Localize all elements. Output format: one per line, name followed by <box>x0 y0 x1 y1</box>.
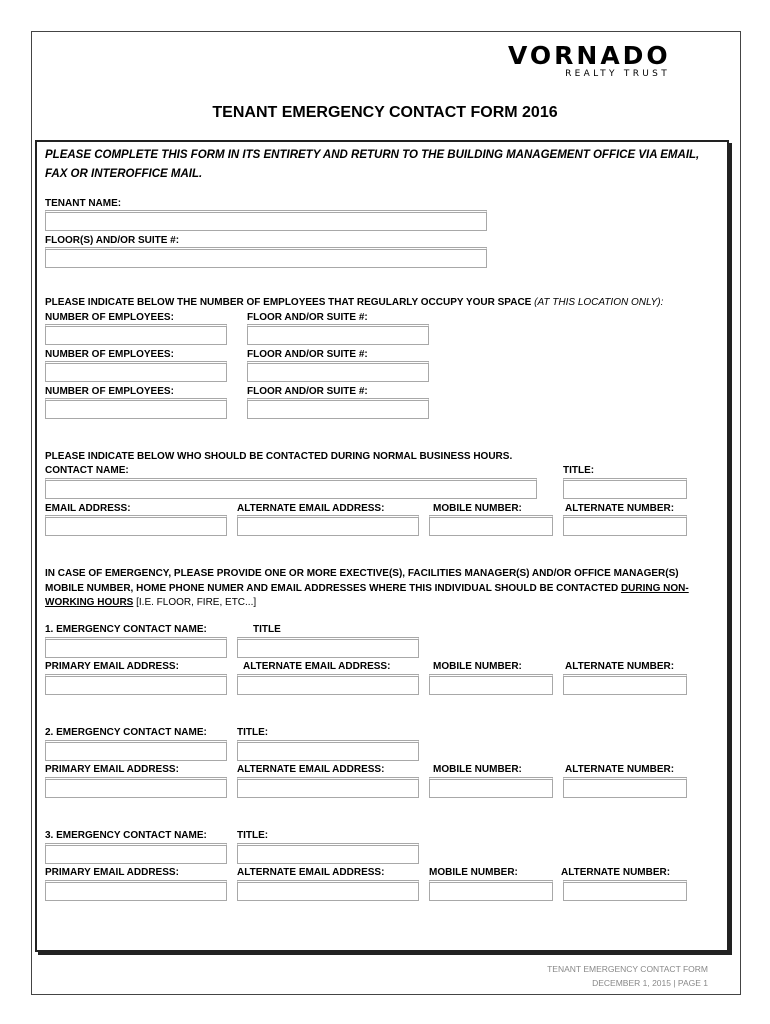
emergency-contact-2-primary-email-field[interactable] <box>45 777 227 798</box>
occupancy-instruction <box>45 296 705 311</box>
footer-form-name: TENANT EMERGENCY CONTACT FORM <box>547 964 708 974</box>
emergency-contact-1-title-field[interactable] <box>237 637 419 658</box>
emergency-contact-3-primary-email-label: PRIMARY EMAIL ADDRESS: <box>45 867 179 878</box>
emergency-contact-2-mobile-field[interactable] <box>429 777 553 798</box>
tenant-name-label: TENANT NAME: <box>45 198 122 209</box>
emergency-contact-1-mobile-label: MOBILE NUMBER: <box>433 661 522 672</box>
emergency-contact-3-name-field[interactable] <box>45 843 227 864</box>
emergency-contact-3-alt-number-field[interactable] <box>563 880 687 901</box>
emergency-contact-1-mobile-field[interactable] <box>429 674 553 695</box>
vornado-logo <box>508 42 670 82</box>
logo-subtitle: REALTY TRUST <box>565 69 670 79</box>
employees-field-1[interactable] <box>45 324 227 345</box>
emergency-contact-1-name-field[interactable] <box>45 637 227 658</box>
emergency-contact-2-name-field[interactable] <box>45 740 227 761</box>
occupancy-floor-label-3: FLOOR AND/OR SUITE #: <box>247 386 368 397</box>
occupancy-floor-field-3[interactable] <box>247 398 429 419</box>
occupancy-instruction-note: (AT THIS LOCATION ONLY): <box>534 297 664 308</box>
employees-field-2[interactable] <box>45 361 227 382</box>
emergency-contact-1-primary-email-label: PRIMARY EMAIL ADDRESS: <box>45 661 179 672</box>
emergency-contact-2-primary-email-label: PRIMARY EMAIL ADDRESS: <box>45 764 179 775</box>
employees-field-3[interactable] <box>45 398 227 419</box>
emergency-contact-2-title-label: TITLE: <box>237 727 269 738</box>
contact-alt-number-label: ALTERNATE NUMBER: <box>565 503 675 514</box>
contact-name-field[interactable] <box>45 478 537 499</box>
occupancy-floor-label-2: FLOOR AND/OR SUITE #: <box>247 349 368 360</box>
emergency-contact-2-alt-number-field[interactable] <box>563 777 687 798</box>
emergency-contact-2-mobile-label: MOBILE NUMBER: <box>433 764 522 775</box>
page-footer <box>547 962 708 990</box>
emergency-contact-1-alt-email-label: ALTERNATE EMAIL ADDRESS: <box>243 661 391 672</box>
contact-email-field[interactable] <box>45 515 227 536</box>
emergency-contact-3-alt-email-field[interactable] <box>237 880 419 901</box>
business-hours-instruction: PLEASE INDICATE BELOW WHO SHOULD BE CONTACTED DURING NORMAL BUSINESS HOURS. <box>45 451 513 462</box>
contact-mobile-label: MOBILE NUMBER: <box>433 503 522 514</box>
intro-instruction: PLEASE COMPLETE THIS FORM IN ITS ENTIRETY AND RETURN TO THE BUILDING MANAGEMENT OFFICE VIA EMAIL, FAX OR INTEROFFICE MAIL. <box>45 149 700 180</box>
emergency-contact-1-alt-number-label: ALTERNATE NUMBER: <box>565 661 675 672</box>
emergency-contact-2-alt-email-field[interactable] <box>237 777 419 798</box>
emergency-contact-3-mobile-label: MOBILE NUMBER: <box>429 867 518 878</box>
emergency-contact-3-name-label: 3. EMERGENCY CONTACT NAME: <box>45 830 207 841</box>
emergency-contact-3-alt-email-label: ALTERNATE EMAIL ADDRESS: <box>237 867 385 878</box>
emergency-contact-1-title-label: TITLE <box>253 624 281 635</box>
employees-label-1: NUMBER OF EMPLOYEES: <box>45 312 174 323</box>
emergency-contact-3-mobile-field[interactable] <box>429 880 553 901</box>
occupancy-floor-field-2[interactable] <box>247 361 429 382</box>
contact-name-label: CONTACT NAME: <box>45 465 129 476</box>
emergency-contact-2-alt-email-label: ALTERNATE EMAIL ADDRESS: <box>237 764 385 775</box>
contact-email-label: EMAIL ADDRESS: <box>45 503 131 514</box>
occupancy-floor-field-1[interactable] <box>247 324 429 345</box>
emergency-contact-1-alt-email-field[interactable] <box>237 674 419 695</box>
emergency-contact-3-primary-email-field[interactable] <box>45 880 227 901</box>
logo-name: VORNADO <box>508 41 671 70</box>
tenant-name-field[interactable] <box>45 210 487 231</box>
employees-label-2: NUMBER OF EMPLOYEES: <box>45 349 174 360</box>
emergency-contact-3-title-field[interactable] <box>237 843 419 864</box>
emergency-instruction-text: IN CASE OF EMERGENCY, PLEASE PROVIDE ONE OR MORE EXECTIVE(S), FACILITIES MANAGER(S) AND/OR OFFICE MANAGER(S) MOBILE NUMBER, HOME PHONE NUMER AND EMAIL ADDRESSES WHERE THIS INDIVIDUAL SHOULD BE CONTACTED <box>45 568 679 594</box>
emergency-contact-3-alt-number-label: ALTERNATE NUMBER: <box>561 867 671 878</box>
employees-label-3: NUMBER OF EMPLOYEES: <box>45 386 174 397</box>
occupancy-floor-label-1: FLOOR AND/OR SUITE #: <box>247 312 368 323</box>
contact-alt-email-label: ALTERNATE EMAIL ADDRESS: <box>237 503 385 514</box>
emergency-contact-2-name-label: 2. EMERGENCY CONTACT NAME: <box>45 727 207 738</box>
footer-date-page: DECEMBER 1, 2015 | PAGE 1 <box>592 978 708 988</box>
contact-alt-email-field[interactable] <box>237 515 419 536</box>
emergency-contact-1-alt-number-field[interactable] <box>563 674 687 695</box>
contact-title-label: TITLE: <box>563 465 595 476</box>
emergency-instruction-note: [I.E. FLOOR, FIRE, ETC...] <box>133 597 257 608</box>
emergency-contact-2-title-field[interactable] <box>237 740 419 761</box>
emergency-instruction-underlined: DURING NON-WORKING HOURS <box>45 582 689 608</box>
emergency-contact-3-title-label: TITLE: <box>237 830 269 841</box>
occupancy-instruction-text: PLEASE INDICATE BELOW THE NUMBER OF EMPLOYEES THAT REGULARLY OCCUPY YOUR SPACE <box>45 297 532 308</box>
floor-suite-label: FLOOR(S) AND/OR SUITE #: <box>45 235 180 246</box>
floor-suite-field[interactable] <box>45 247 487 268</box>
emergency-contact-2-alt-number-label: ALTERNATE NUMBER: <box>565 764 675 775</box>
form-title: TENANT EMERGENCY CONTACT FORM 2016 <box>212 104 558 121</box>
contact-alt-number-field[interactable] <box>563 515 687 536</box>
emergency-contact-1-name-label: 1. EMERGENCY CONTACT NAME: <box>45 624 207 635</box>
emergency-contact-1-primary-email-field[interactable] <box>45 674 227 695</box>
contact-mobile-field[interactable] <box>429 515 553 536</box>
emergency-instruction <box>45 567 705 611</box>
contact-title-field[interactable] <box>563 478 687 499</box>
